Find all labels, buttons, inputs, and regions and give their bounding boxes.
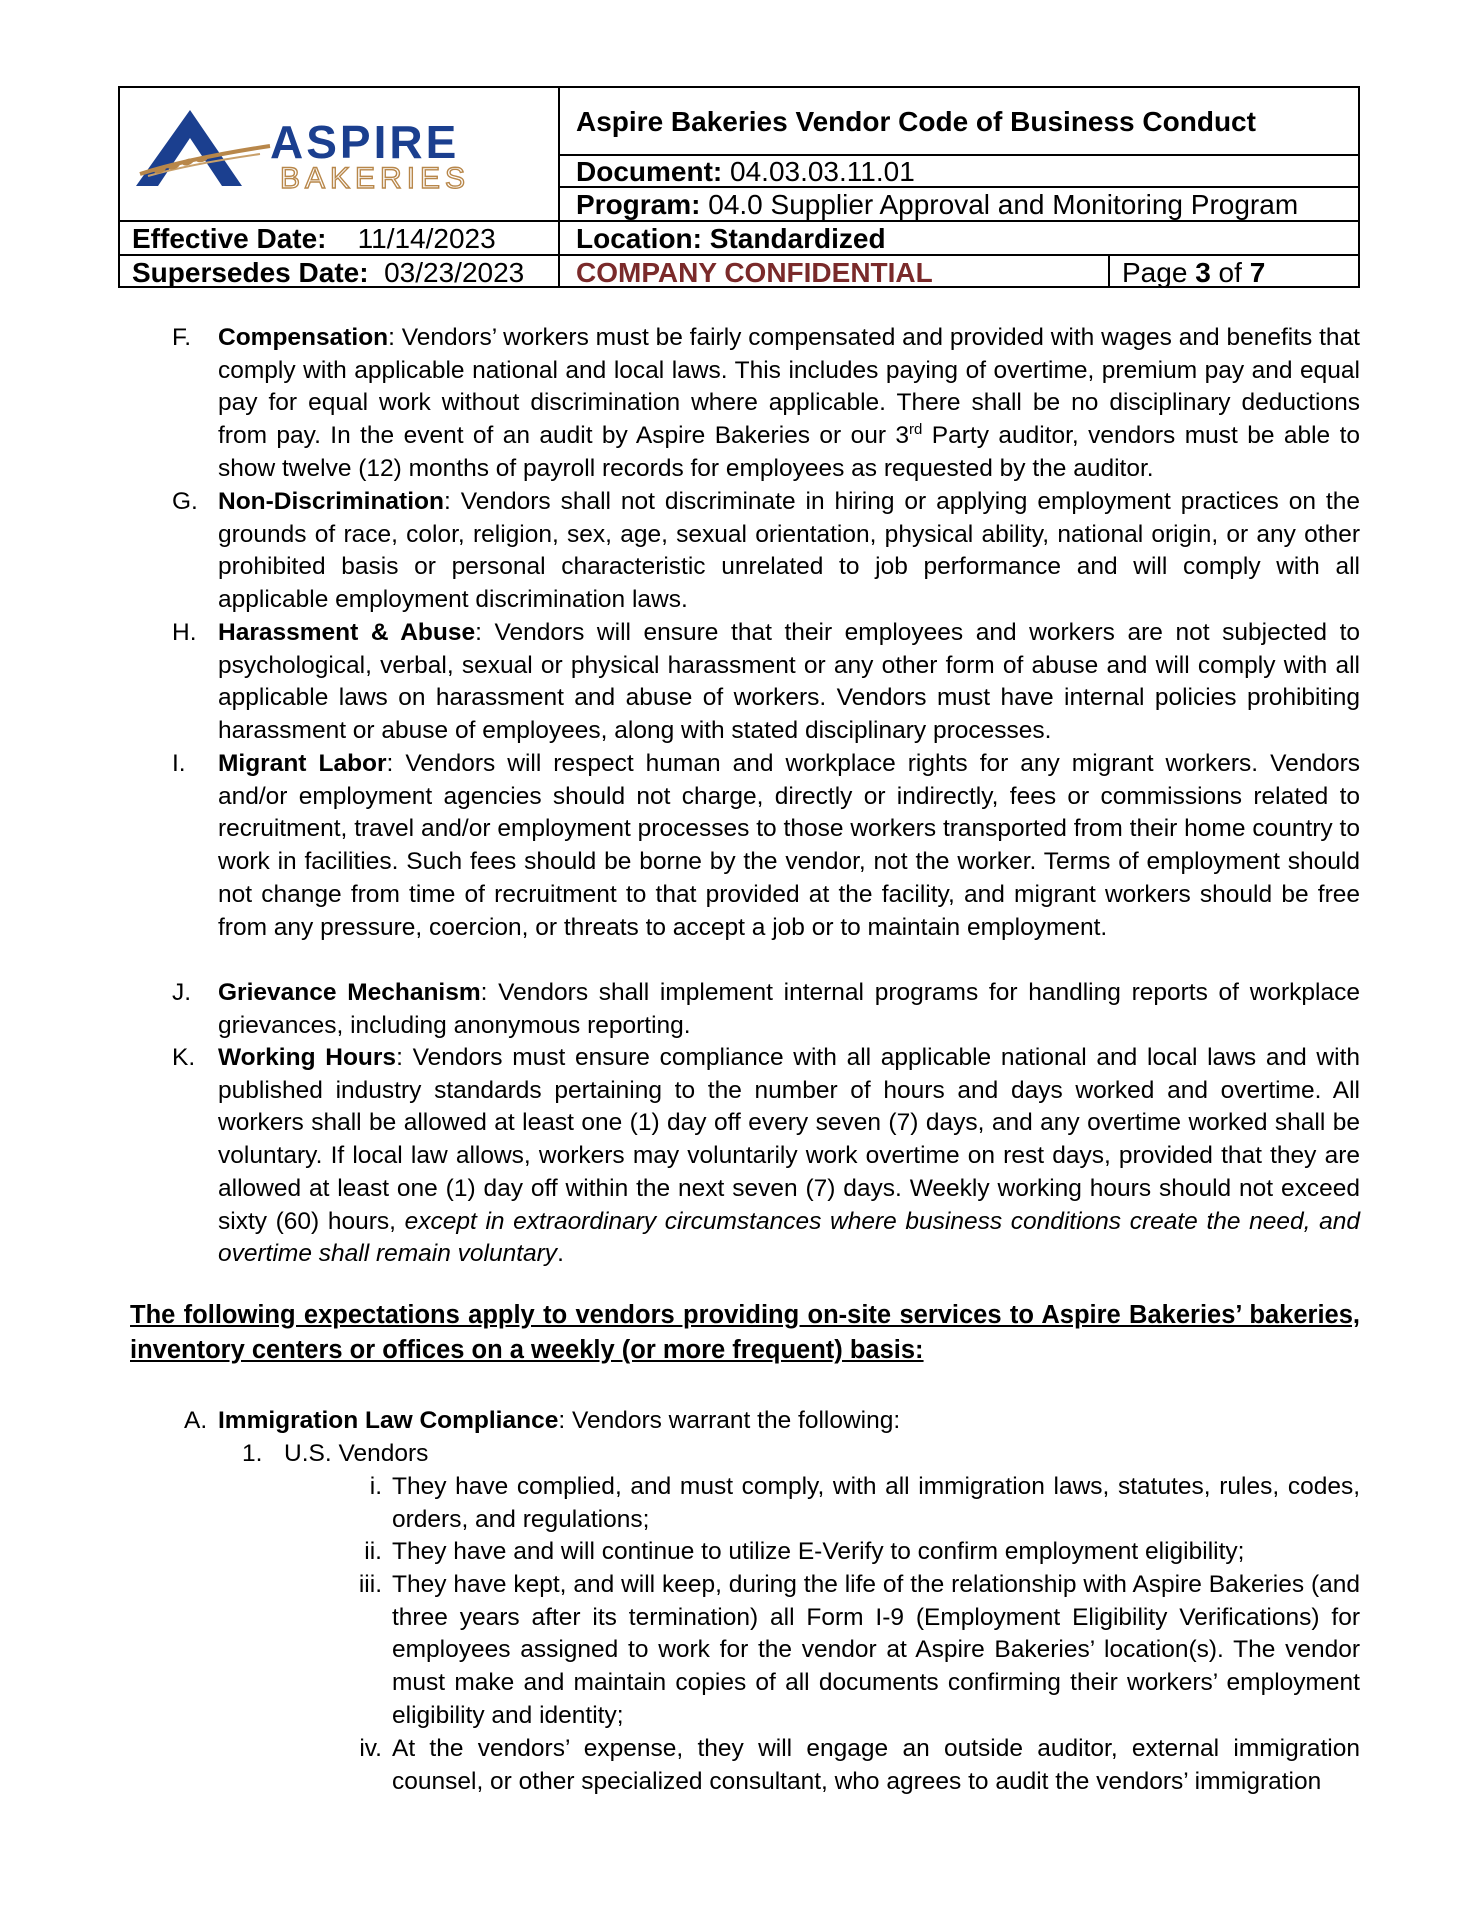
list-item-compensation bbox=[172, 322, 1360, 486]
page-prefix: Page bbox=[1122, 257, 1188, 288]
list-marker: H. bbox=[172, 619, 197, 646]
roman-marker: iii. bbox=[358, 1571, 382, 1598]
supersedes-date-label: Supersedes Date: bbox=[132, 257, 369, 288]
roman-item-text: They have and will continue to utilize E-Verify to confirm employment eligibility; bbox=[392, 1538, 1245, 1565]
roman-list-item bbox=[359, 1733, 1360, 1798]
list-item-text: Party auditor, vendors must be able to show twelve (12) months of payroll records for employees as requested by the auditor. bbox=[218, 422, 1360, 482]
roman-marker: iv. bbox=[359, 1735, 382, 1762]
page-of: of bbox=[1218, 257, 1242, 288]
list-item-text: : Vendors will ensure that their employees and workers are not subjected to psychological, verbal, sexual or physical harassment or any other form of abuse and will comply with all applicable laws on harassment and abuse of workers. Vendors must have internal policies prohibiting harassment or abuse of employees, along with stated disciplinary processes. bbox=[218, 619, 1361, 745]
list-marker: G. bbox=[172, 488, 198, 515]
list-item-text: . bbox=[557, 1240, 564, 1268]
list-item-italic-text: except in extraordinary circumstances where business conditions create the need, and overtime shall remain voluntary bbox=[218, 1207, 1360, 1268]
effective-date-label: Effective Date: bbox=[132, 223, 327, 254]
list-item-text: : Vendors will respect human and workplace rights for any migrant workers. Vendors and/or employment agencies should not charge, directly or indirectly, fees or commissions related to recruitment, travel and/or employment processes to those workers transported from their home country to work in facilities. Such fees should be borne by the vendor, not the worker. Terms of employment should not change from time of recruitment to that provided at the facility, and migrant workers should be free from any pressure, coercion, or threats to accept a job or to maintain employment. bbox=[218, 750, 1360, 941]
document-number bbox=[560, 156, 1360, 186]
list-item-text: : Vendors’ workers must be fairly compensated and provided with wages and benefits that comply with applicable national and local laws. This includes paying of overtime, premium pay and equal pay for equal work without discrimination where applicable. There shall be no disciplinary deductions from pay. In the event of an audit by Aspire Bakeries or our 3 bbox=[218, 324, 1360, 450]
list-item-text: : Vendors must ensure compliance with all applicable national and local laws and with published industry standards pertaining to the number of hours and days worked and overtime. All workers shall be allowed at least one (1) day off every seven (7) days, and any overtime worked shall be voluntary. If local law allows, workers may voluntarily work overtime on rest days, provided that they are allowed at least one (1) day off within the next seven (7) days. Weekly working hours should not exceed sixty (60) hours, bbox=[218, 1044, 1360, 1235]
list-item-harassment bbox=[172, 617, 1361, 748]
list-marker: I. bbox=[172, 750, 186, 777]
list-item-heading: Grievance Mechanism bbox=[218, 979, 481, 1006]
list-marker: K. bbox=[172, 1044, 196, 1071]
roman-marker: ii. bbox=[364, 1538, 382, 1565]
effective-date-value: 11/14/2023 bbox=[357, 223, 496, 254]
list-item-grievance bbox=[172, 977, 1361, 1042]
immigration-heading bbox=[218, 1405, 900, 1438]
list-item-working-hours bbox=[172, 1042, 1360, 1271]
supersedes-date-value: 03/23/2023 bbox=[384, 257, 525, 288]
list-item-heading: Non-Discrimination bbox=[218, 488, 444, 515]
list-item-heading: Migrant Labor bbox=[218, 750, 387, 777]
page-total: 7 bbox=[1249, 257, 1266, 288]
roman-item-text: At the vendors’ expense, they will engage an outside auditor, external immigration counsel, or other specialized consultant, who agrees to audit the vendors’ immigration bbox=[392, 1735, 1360, 1795]
effective-date bbox=[120, 222, 558, 254]
list-marker: F. bbox=[172, 324, 192, 351]
roman-list-item bbox=[369, 1471, 1360, 1536]
roman-list-item bbox=[358, 1569, 1360, 1733]
document-number-value: 04.03.03.11.01 bbox=[730, 156, 915, 187]
logo-word-bakeries: BAKERIES bbox=[280, 162, 471, 195]
immigration-marker: A. bbox=[184, 1407, 208, 1434]
list-item-text: : Vendors shall not discriminate in hiring or applying employment practices on the grounds of race, color, religion, sex, age, sexual orientation, physical ability, national origin, or any other prohibited basis or personal characteristic unrelated to job performance and will comply with all applicable employment discrimination laws. bbox=[218, 488, 1360, 614]
document-number-label: Document: bbox=[576, 156, 723, 187]
list-item-heading: Immigration Law Compliance bbox=[218, 1407, 559, 1434]
company-logo bbox=[120, 88, 558, 220]
list-item-text: : Vendors warrant the following: bbox=[558, 1407, 901, 1434]
document-header-table bbox=[118, 86, 1360, 288]
program-name bbox=[560, 188, 1360, 220]
page-current: 3 bbox=[1195, 257, 1211, 288]
document-title: Aspire Bakeries Vendor Code of Business Conduct bbox=[576, 106, 1256, 137]
page-number bbox=[1110, 256, 1360, 288]
list-marker: J. bbox=[172, 979, 192, 1006]
aspire-logo-mark bbox=[120, 88, 558, 220]
supersedes-date bbox=[120, 256, 558, 288]
roman-marker: i. bbox=[369, 1473, 382, 1500]
program-value: 04.0 Supplier Approval and Monitoring Program bbox=[708, 189, 1299, 220]
list-item-migrant-labor bbox=[172, 748, 1360, 944]
list-item-heading: Working Hours bbox=[218, 1044, 397, 1071]
logo-word-aspire: ASPIRE bbox=[270, 116, 460, 168]
sub-list-label: U.S. Vendors bbox=[284, 1440, 429, 1467]
section-heading: The following expectations apply to vendors providing on-site services to Aspire Bakeries’ bakeries, inventory centers or offices on a weekly (or more frequent) basis: bbox=[130, 1301, 1360, 1364]
confidential-label: COMPANY CONFIDENTIAL bbox=[576, 257, 933, 288]
list-item-heading: Compensation bbox=[218, 324, 389, 351]
program-label: Program: bbox=[576, 189, 701, 220]
list-item-text: : Vendors shall implement internal programs for handling reports of workplace grievances, including anonymous reporting. bbox=[218, 979, 1361, 1039]
roman-item-text: They have complied, and must comply, with all immigration laws, statutes, rules, codes, orders, and regulations; bbox=[392, 1473, 1360, 1533]
roman-list-item bbox=[364, 1536, 1360, 1569]
list-item-heading: Harassment & Abuse bbox=[218, 619, 476, 646]
sub-list-marker: 1. bbox=[242, 1440, 263, 1467]
roman-item-text: They have kept, and will keep, during the life of the relationship with Aspire Bakeries (and three years after its termination) all Form I-9 (Employment Eligibility Verifications) for employees assigned to work for the vendor at Aspire Bakeries’ location(s). The vendor must make and maintain copies of all documents confirming their workers’ employment eligibility and identity; bbox=[392, 1571, 1360, 1729]
superscript: rd bbox=[909, 420, 923, 438]
list-item-non-discrimination bbox=[172, 486, 1360, 617]
location: Location: Standardized bbox=[576, 223, 886, 254]
